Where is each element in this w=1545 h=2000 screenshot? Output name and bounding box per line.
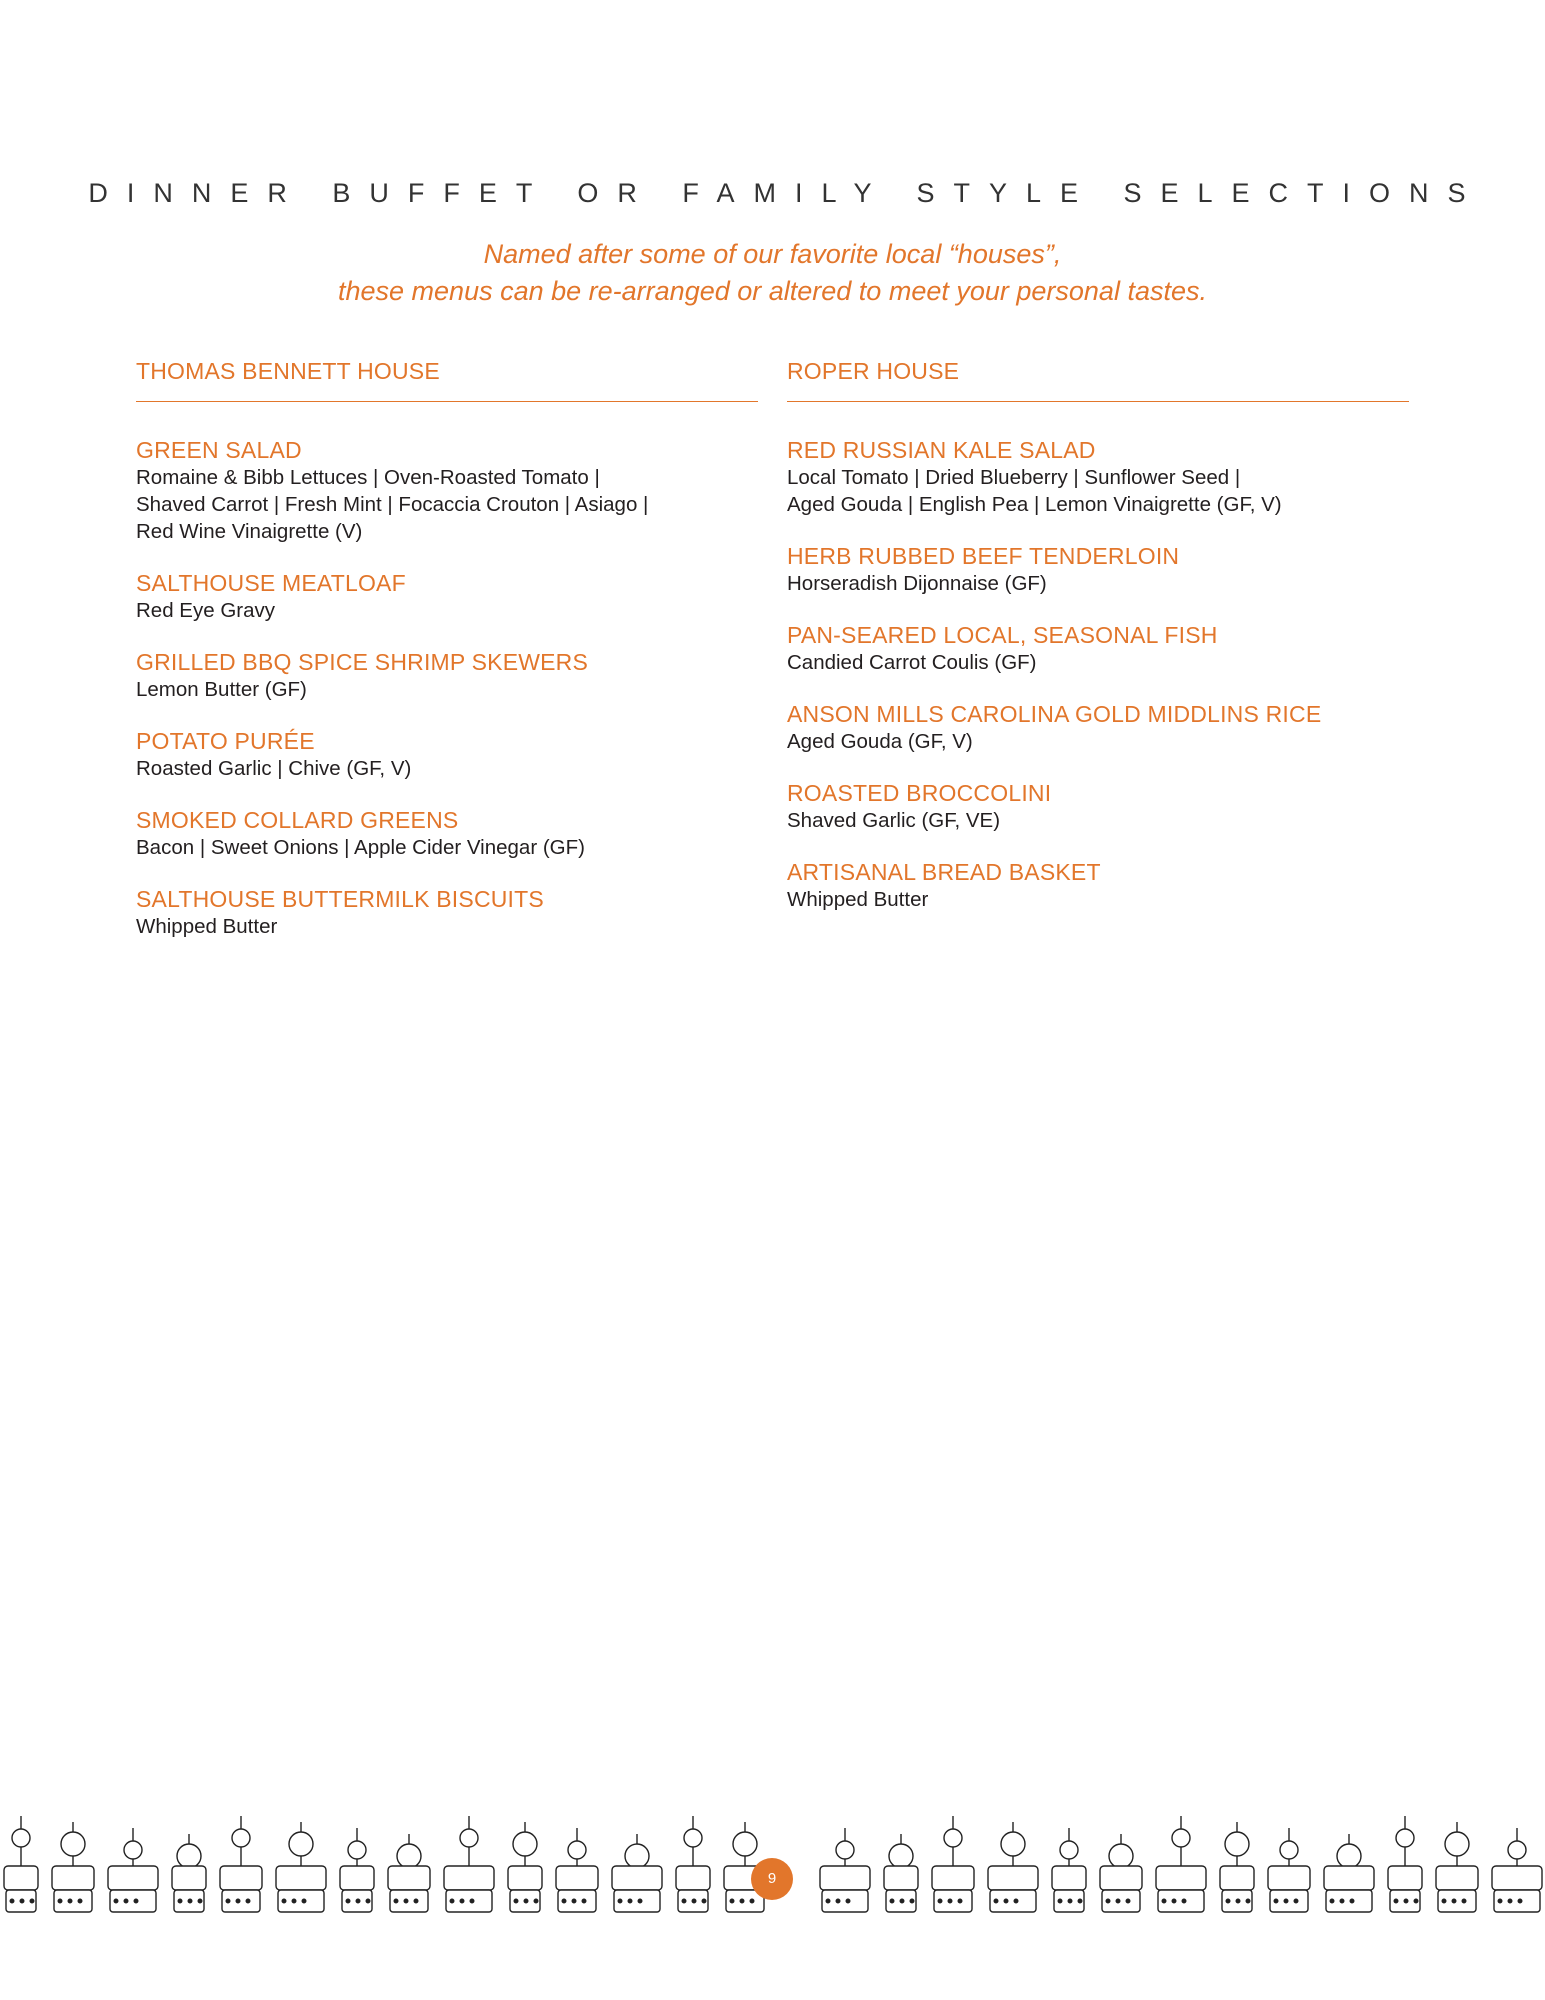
skewer-icon: [340, 1828, 374, 1912]
menu-item: [787, 700, 1409, 755]
skewer-icon: [220, 1816, 262, 1912]
skewer-icon: [1436, 1822, 1478, 1912]
menu-item: [136, 727, 758, 782]
item-desc: Candied Carrot Coulis (GF): [787, 651, 1037, 674]
skewer-icon: [820, 1828, 870, 1912]
menu-column-roper: [787, 358, 1409, 937]
item-desc: Local Tomato | Dried Blueberry | Sunflower Seed |: [787, 466, 1241, 489]
menu-column-thomas-bennett: [136, 358, 758, 964]
item-desc: Red Eye Gravy: [136, 599, 275, 622]
subtitle-line: Named after some of our favorite local “houses”,: [483, 239, 1062, 269]
item-desc: Aged Gouda | English Pea | Lemon Vinaigrette (GF, V): [787, 493, 1282, 516]
item-desc: Whipped Butter: [136, 915, 278, 938]
menu-item: [136, 885, 758, 940]
item-name: PAN-SEARED LOCAL, SEASONAL FISH: [787, 622, 1218, 648]
item-name: ARTISANAL BREAD BASKET: [787, 859, 1101, 885]
menu-item: [787, 858, 1409, 913]
skewer-icon: [1052, 1828, 1086, 1912]
skewer-icon: [388, 1834, 430, 1912]
skewer-icon: [932, 1816, 974, 1912]
item-desc: Shaved Carrot | Fresh Mint | Focaccia Crouton | Asiago |: [136, 493, 649, 516]
menu-item: [136, 436, 758, 545]
item-name: SALTHOUSE MEATLOAF: [136, 570, 406, 596]
menu-item: [787, 621, 1409, 676]
item-desc: Bacon | Sweet Onions | Apple Cider Vinegar (GF): [136, 836, 585, 859]
skewer-icon: [612, 1834, 662, 1912]
subtitle: [0, 236, 1545, 310]
skewer-icon: [4, 1816, 38, 1912]
subtitle-line: these menus can be re-arranged or altered to meet your personal tastes.: [338, 276, 1207, 306]
item-desc: Lemon Butter (GF): [136, 678, 307, 701]
menu-item: [787, 436, 1409, 518]
item-name: GRILLED BBQ SPICE SHRIMP SKEWERS: [136, 649, 589, 675]
menu-item: [136, 569, 758, 624]
skewer-icon: [1324, 1834, 1374, 1912]
skewer-icon: [172, 1834, 206, 1912]
house-heading: ROPER HOUSE: [787, 358, 1409, 402]
item-desc: Romaine & Bibb Lettuces | Oven-Roasted Tomato |: [136, 466, 600, 489]
item-desc: Red Wine Vinaigrette (V): [136, 520, 363, 543]
skewer-icon: [676, 1816, 710, 1912]
item-name: HERB RUBBED BEEF TENDERLOIN: [787, 543, 1180, 569]
item-name: ANSON MILLS CAROLINA GOLD MIDDLINS RICE: [787, 701, 1322, 727]
skewer-icon: [108, 1828, 158, 1912]
item-desc: Shaved Garlic (GF, VE): [787, 809, 1001, 832]
skewer-icon: [52, 1822, 94, 1912]
item-name: ROASTED BROCCOLINI: [787, 780, 1052, 806]
menu-item: [136, 648, 758, 703]
skewer-icon: [1220, 1822, 1254, 1912]
skewer-icon: [508, 1822, 542, 1912]
item-desc: Horseradish Dijonnaise (GF): [787, 572, 1047, 595]
skewer-icon: [1268, 1828, 1310, 1912]
menu-item: [787, 779, 1409, 834]
skewer-icon: [556, 1828, 598, 1912]
skewer-icon: [884, 1834, 918, 1912]
item-desc: Roasted Garlic | Chive (GF, V): [136, 757, 412, 780]
skewer-icon: [988, 1822, 1038, 1912]
menu-item: [136, 806, 758, 861]
item-name: SALTHOUSE BUTTERMILK BISCUITS: [136, 886, 544, 912]
skewer-icon: [444, 1816, 494, 1912]
page-title: DINNER BUFFET OR FAMILY STYLE SELECTIONS: [88, 178, 1485, 208]
page-number: 9: [751, 1858, 793, 1900]
item-name: SMOKED COLLARD GREENS: [136, 807, 459, 833]
skewer-icon: [1492, 1828, 1542, 1912]
item-desc: Whipped Butter: [787, 888, 929, 911]
menu-item: [787, 542, 1409, 597]
item-desc: Aged Gouda (GF, V): [787, 730, 973, 753]
house-heading: THOMAS BENNETT HOUSE: [136, 358, 758, 402]
skewer-icon: [1388, 1816, 1422, 1912]
item-name: GREEN SALAD: [136, 437, 302, 463]
skewer-icon: [1156, 1816, 1206, 1912]
skewer-icon: [276, 1822, 326, 1912]
item-name: RED RUSSIAN KALE SALAD: [787, 437, 1096, 463]
skewer-icon: [1100, 1834, 1142, 1912]
item-name: POTATO PURÉE: [136, 728, 315, 754]
